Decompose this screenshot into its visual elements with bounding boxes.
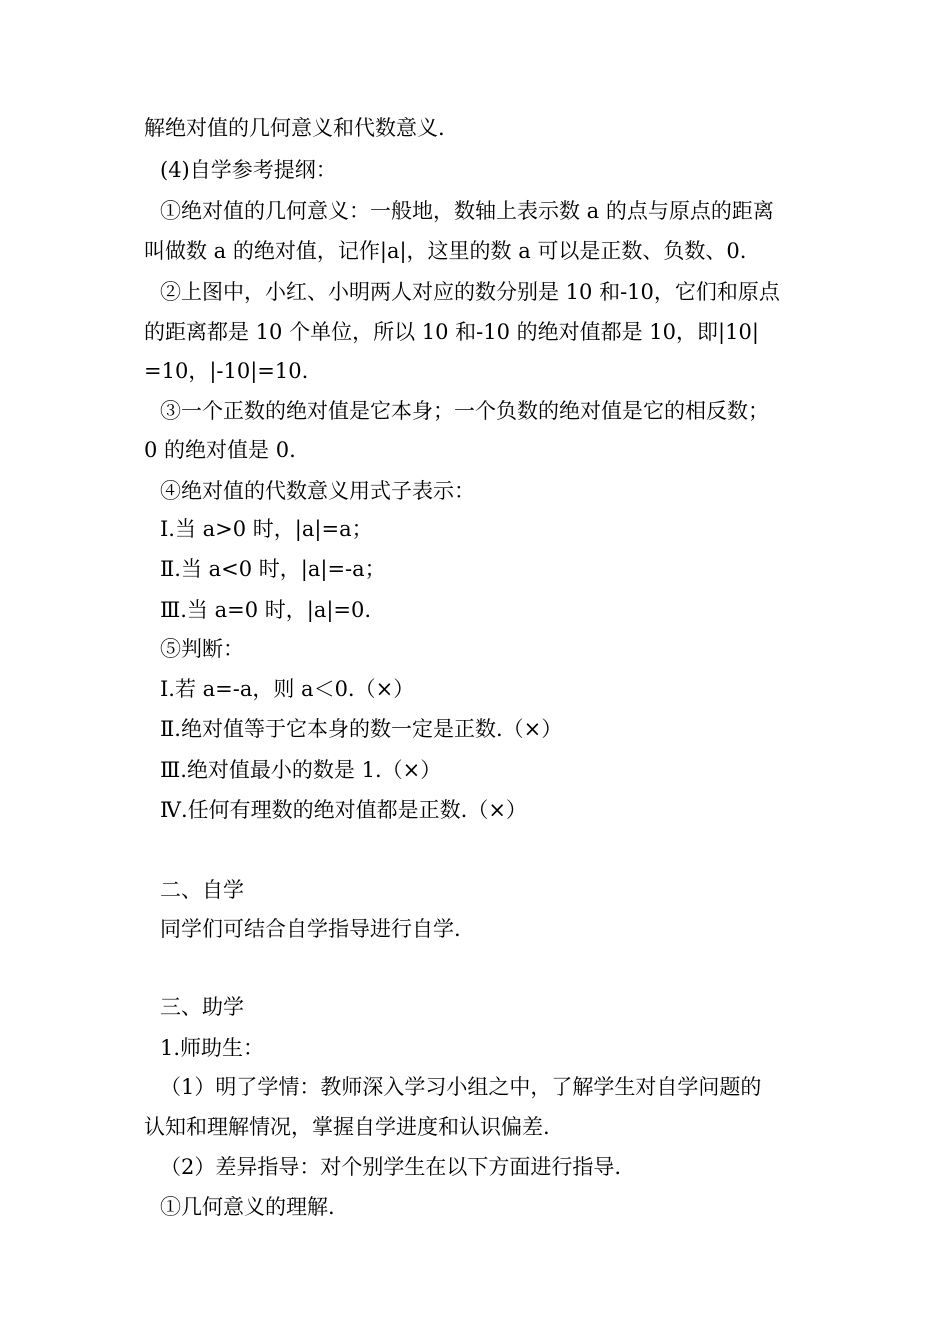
text-line: ①绝对值的几何意义：一般地，数轴上表示数 a 的点与原点的距离 (160, 199, 774, 223)
section-heading: 三、助学 (160, 995, 244, 1019)
text-line: 认知和理解情况，掌握自学进度和认识偏差. (144, 1115, 550, 1139)
text-line: (4)自学参考提纲： (160, 158, 337, 182)
text-line: Ⅰ.当 a>0 时，|a|=a； (160, 517, 373, 541)
section-heading: 二、自学 (160, 878, 244, 902)
text-line: =10，|-10|=10. (144, 359, 309, 383)
text-line: 解绝对值的几何意义和代数意义. (144, 116, 445, 140)
text-line: 同学们可结合自学指导进行自学. (160, 917, 461, 941)
text-line: （1）明了学情：教师深入学习小组之中，了解学生对自学问题的 (160, 1075, 762, 1099)
text-line: Ⅲ.当 a=0 时，|a|=0. (160, 598, 372, 622)
text-line: Ⅳ.任何有理数的绝对值都是正数.（×） (160, 798, 527, 822)
text-line: 1.师助生： (160, 1036, 265, 1060)
text-line: 0 的绝对值是 0. (144, 438, 296, 462)
text-line: （2）差异指导：对个别学生在以下方面进行指导. (160, 1155, 622, 1179)
text-line: Ⅰ.若 a=-a，则 a＜0.（×） (160, 677, 415, 701)
text-line: ②上图中，小红、小明两人对应的数分别是 10 和-10，它们和原点 (160, 280, 780, 304)
text-line: Ⅱ.绝对值等于它本身的数一定是正数.（×） (160, 717, 563, 741)
text-line: ④绝对值的代数意义用式子表示： (160, 479, 475, 503)
text-line: 的距离都是 10 个单位，所以 10 和-10 的绝对值都是 10，即|10| (144, 320, 759, 344)
text-line: 叫做数 a 的绝对值，记作|a|，这里的数 a 可以是正数、负数、0. (144, 239, 747, 263)
text-line: ③一个正数的绝对值是它本身；一个负数的绝对值是它的相反数； (160, 399, 769, 423)
text-line: Ⅱ.当 a<0 时，|a|=-a； (160, 557, 386, 581)
text-line: ⑤判断： (160, 637, 244, 661)
text-line: Ⅲ.绝对值最小的数是 1.（×） (160, 758, 442, 782)
text-line: ①几何意义的理解. (160, 1195, 335, 1219)
